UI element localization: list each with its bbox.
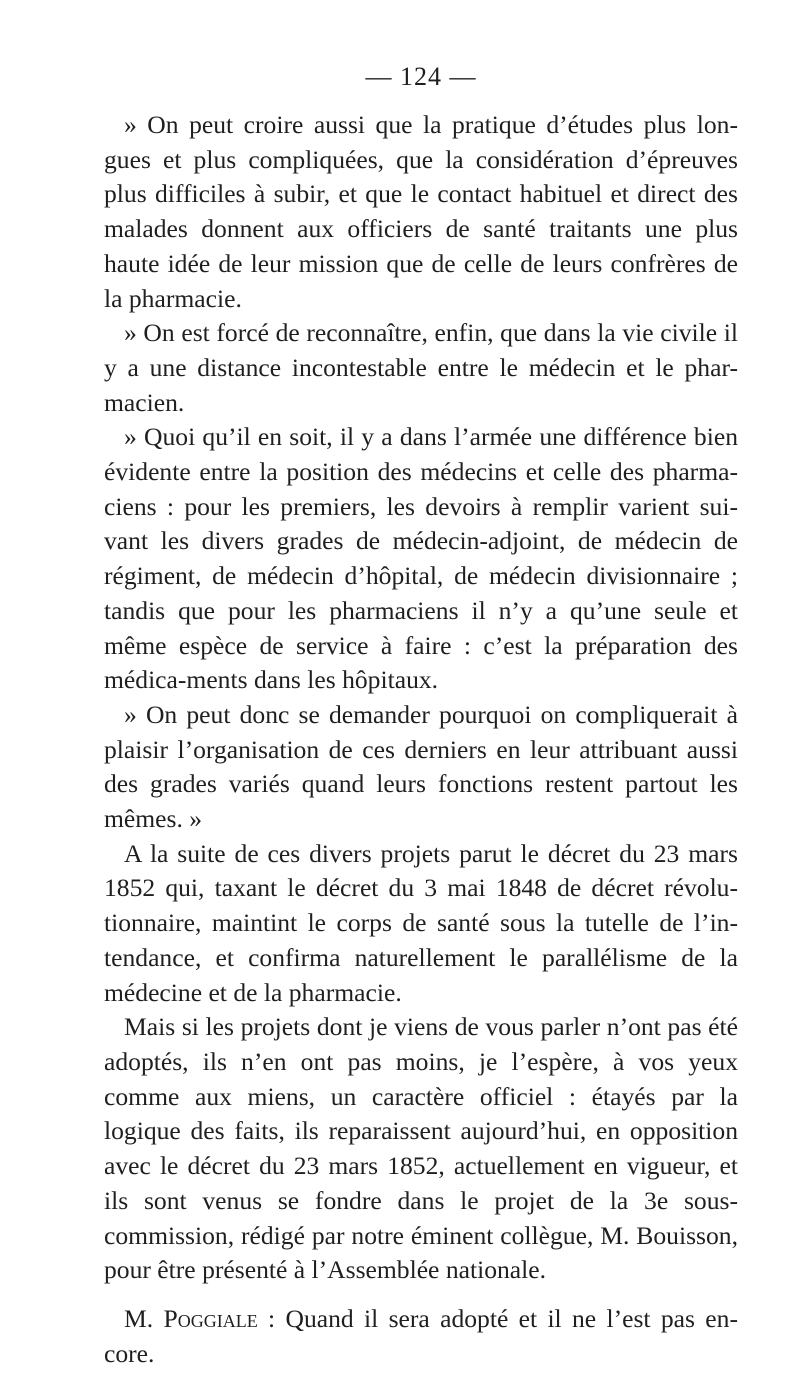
paragraph-6: Mais si les projets dont je viens de vous parler n’ont pas été adoptés, ils n’en ont pas moins, je l’espère, à vos yeux comme aux miens, un caractère officiel : étayés par la logique des faits, ils reparaissent aujourd’hui, en opposition avec le décret du 23 mars 1852, actuellement en vigueur, et ils sont venus se fondre dans le projet de la 3e sous-commission, rédigé par notre éminent collègue, M. Bouisson, pour être présenté à l’Assemblée nationale. (104, 1012, 738, 1285)
paragraph-1: » On peut croire aussi que la pratique d’études plus lon-gues et plus compliquées, que la considération d’épreuves plus difficiles à subir, et que le contact habituel et direct des malades donnent aux officiers de santé traitants une plus haute idée de leur mission que de celle de leurs confrères de la pharmacie. (104, 110, 738, 313)
paragraph-5: A la suite de ces divers projets parut le décret du 23 mars 1852 qui, taxant le décret du 3 mai 1848 de décret révolu-tionnaire, maintint le corps de santé sous la tutelle de l’in-tendance, et confirma naturellement le parallélisme de la médecine et de la pharmacie. (104, 838, 738, 1007)
speaker-text: Quand il sera adopté et il ne l’est pas en-core. (104, 1303, 738, 1368)
speaker-name: M. Poggiale : (124, 1303, 276, 1333)
paragraph-3: » Quoi qu’il en soit, il y a dans l’armée une différence bien évidente entre la position des médecins et celle des pharma-ciens : pour les premiers, les devoirs à remplir varient sui-vant les divers grades de médecin-adjoint, de médecin de régiment, de médecin d’hôpital, de médecin divisionnaire ; tandis que pour les pharmaciens il n’y a qu’une seule et même espèce de service à faire : c’est la préparation des médica-ments dans les hôpitaux. (104, 422, 738, 695)
speaker-paragraph (104, 1302, 738, 1371)
page-number: — 124 — (365, 62, 477, 91)
paragraph-2: » On est forcé de reconnaître, enfin, que dans la vie civile il y a une distance incontestable entre le médecin et le phar-macien. (104, 318, 738, 417)
document-page (104, 60, 738, 1371)
paragraph-4: » On peut donc se demander pourquoi on compliquerait à plaisir l’organisation de ces derniers en leur attribuant aussi des grades variés quand leurs fonctions restent partout les mêmes. » (104, 699, 738, 834)
